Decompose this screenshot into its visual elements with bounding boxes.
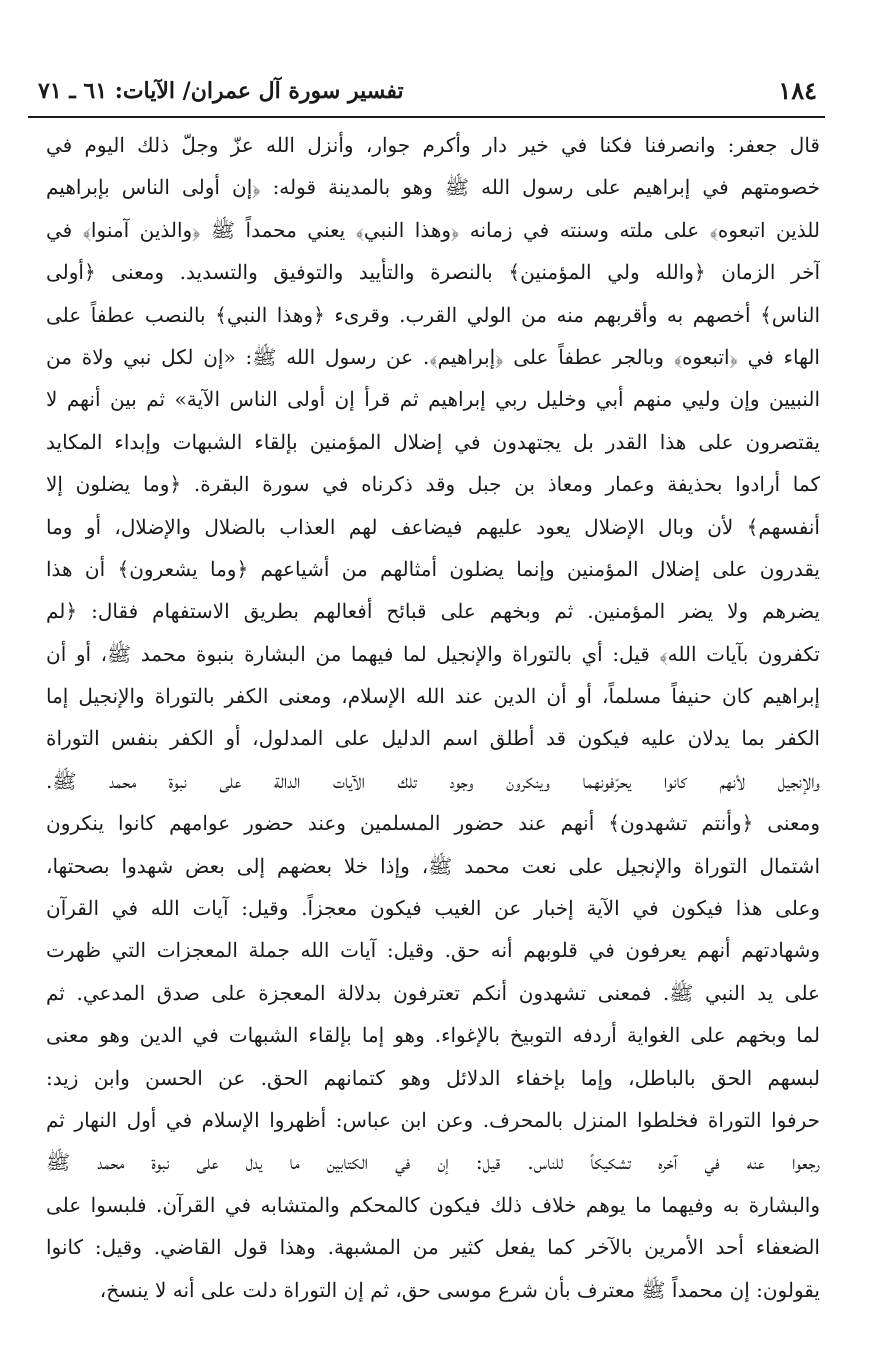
text-line: رجعوا عنه في آخره تشكيكاً للناس. قيل: إن في الكتابين ما يدل على نبوة محمد ﷺ <box>46 1150 820 1175</box>
text-line: على يد النبي ﷺ. فمعنى تشهدون أنكم تعترفون بدلالة المعجزة على صدق المدعي. ثم <box>46 980 820 1005</box>
text-line: يقدرون على إضلال المؤمنين وإنما يضلون أمثالهم من أشياعهم ﴿وما يشعرون﴾ أن هذا <box>46 556 820 581</box>
text-line: الناس﴾ أخصهم به وأقربهم منه من الولي القرب. وقرىء ﴿وهذا النبي﴾ بالنصب عطفاً على <box>46 302 820 327</box>
body-text <box>46 124 820 1311</box>
page-header <box>28 76 825 110</box>
text-line: قال جعفر: وانصرفنا فكنا في خير دار وأكرم جوار، وأنزل الله عزّ وجلّ ذلك اليوم في <box>46 133 820 157</box>
text-line: إبراهيم كان حنيفاً مسلماً، أو أن الدين عند الله الإسلام، ومعنى الكفر بالتوراة والإنجيل إما <box>46 684 820 709</box>
text-line: حرفوا التوراة فخلطوا المنزل بالمحرف. وعن ابن عباس: أظهروا الإسلام في أول النهار ثم <box>46 1107 820 1132</box>
text-line: يقتصرون على هذا القدر بل يجتهدون في إضلال المؤمنين بإلقاء الشبهات وإبداء المكايد <box>46 429 820 454</box>
text-line: لما وبخهم على الغواية أردفه التوبيخ بالإغواء. وهو إما بإلقاء الشبهات في الدين وهو معنى <box>46 1023 820 1048</box>
running-title: تفسير سورة آل عمران/ الآيات: ٦١ ـ ٧١ <box>38 78 404 104</box>
text-line: النبيين وإن وليي منهم أبي وخليل ربي إبراهيم ثم قرأ إن أولى الناس الآية» ثم بين أنهم لا <box>46 387 820 412</box>
page-number: ١٨٤ <box>778 76 817 105</box>
text-line: وعلى هذا فيكون في الآية إخبار عن الغيب فيكون معجزاً. وقيل: آيات الله في القرآن <box>46 896 820 921</box>
text-line: يقولون: إن محمداً ﷺ معترف بأن شرع موسى حق، ثم إن التوراة دلت على أنه لا ينسخ، <box>99 1277 820 1302</box>
text-line: آخر الزمان ﴿والله ولي المؤمنين﴾ بالنصرة والتأييد والتوفيق والتسديد. ومعنى ﴿أولى <box>46 260 820 285</box>
text-line: والبشارة به وفيهما ما يوهم خلاف ذلك فيكون كالمحكم والمتشابه في القرآن. فلبسوا على <box>46 1192 820 1217</box>
text-line: وشهادتهم أنهم يعرفون في قلوبهم أنه حق. وقيل: آيات الله جملة المعجزات التي ظهرت <box>46 938 820 963</box>
text-line: الضعفاء أحد الأمرين بالآخر كما يفعل كثير من المشبهة. وهذا قول القاضي. وقيل: كانوا <box>46 1235 820 1260</box>
text-line: ومعنى ﴿وأنتم تشهدون﴾ أنهم عند حضور المسلمين وعند حضور عوامهم كانوا ينكرون <box>46 811 820 836</box>
text-line: والإنجيل لأنهم كانوا يحرّفونهما وينكرون وجود تلك الآيات الدالة على نبوة محمد ﷺ. <box>46 768 820 793</box>
text-line: كما أرادوا بحذيفة وعمار ومعاذ بن جبل وقد ذكرناه في سورة البقرة. ﴿وما يضلون إلا <box>46 472 820 497</box>
text-line: الكفر بما يدلان عليه فيكون قد أطلق اسم الدليل على المدلول، أو الكفر بنفس التوراة <box>46 726 820 751</box>
text-line: للذين اتبعوه﴾ على ملته وسنته في زمانه ﴿وهذا النبي﴾ يعني محمداً ﷺ ﴿والذين آمنوا﴾ في <box>46 217 820 242</box>
text-line: لبسهم الحق بالباطل، وإما بإخفاء الدلائل وهو كتمانهم الحق. عن الحسن وابن زيد: <box>46 1065 820 1090</box>
header-divider <box>28 116 825 118</box>
text-line: الهاء في ﴿اتبعوه﴾ وبالجر عطفاً على ﴿إبراهيم﴾. عن رسول الله ﷺ: «إن لكل نبي ولاة من <box>46 344 820 369</box>
text-line: تكفرون بآيات الله﴾ قيل: أي بالتوراة والإنجيل لما فيهما من البشارة بنبوة محمد ﷺ، أو أن <box>46 641 820 666</box>
text-line: خصومتهم في إبراهيم على رسول الله ﷺ وهو بالمدينة قوله: ﴿إن أولى الناس بإبراهيم <box>46 175 820 200</box>
text-line: يضرهم ولا يضر المؤمنين. ثم وبخهم على قبائح أفعالهم بطريق الاستفهام فقال: ﴿لم <box>46 599 820 624</box>
text-line: اشتمال التوراة والإنجيل على نعت محمد ﷺ، وإذا خلا بعضهم إلى بعض شهدوا بصحتها، <box>46 853 820 878</box>
text-line: أنفسهم﴾ لأن وبال الإضلال يعود عليهم فيضاعف لهم العذاب بالضلال والإضلال، أو وما <box>46 514 820 539</box>
